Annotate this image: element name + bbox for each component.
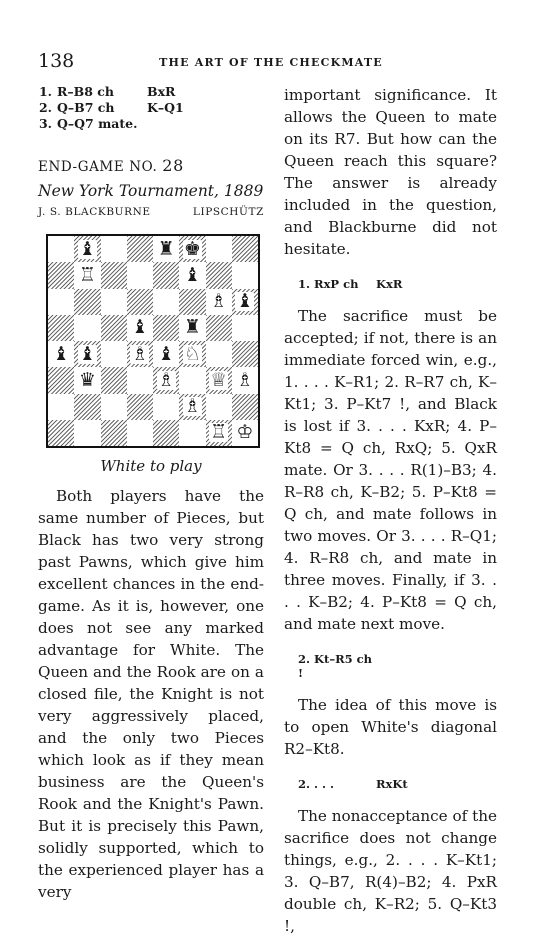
chess-piece: ♖ bbox=[78, 263, 96, 286]
board-square bbox=[179, 236, 205, 262]
board-square bbox=[101, 341, 127, 367]
endgame-heading bbox=[38, 156, 264, 175]
body-paragraph: The sacrifice must be accepted; if not, there is an immediate forced win, e.g., 1. . . . K–R1; 2. R–R7 ch, K–Kt1; 3. P–Kt7 !, and Black is lost if 3. . . . KxR; 4. P–Kt8 = Q ch, RxQ; 5. QxR mate. Or 3. . . . R(1)–B3; 4. R–R8 ch, K–B2; 5. P–Kt8 = Q ch, and mate follows in two moves. Or 3. . . . R–Q1; 4. R–R8 ch, and mate in three moves. Finally, if 3. . . . K–B2; 4. P–Kt8 = Q ch, and mate next move. bbox=[284, 307, 497, 633]
chess-piece: ♚ bbox=[183, 237, 201, 260]
board-square bbox=[179, 289, 205, 315]
white-move: 1. RxP ch bbox=[298, 277, 359, 291]
board-square bbox=[153, 367, 179, 393]
board-square bbox=[101, 262, 127, 288]
board-square bbox=[179, 394, 205, 420]
board-square bbox=[153, 341, 179, 367]
board-square bbox=[232, 341, 258, 367]
board-square bbox=[153, 420, 179, 446]
chess-piece: ♝ bbox=[183, 263, 201, 286]
board-square bbox=[127, 420, 153, 446]
chess-piece: ♗ bbox=[183, 395, 201, 418]
board-square bbox=[48, 394, 74, 420]
chess-piece: ♕ bbox=[210, 368, 228, 391]
left-column bbox=[38, 84, 264, 903]
board-square bbox=[206, 341, 232, 367]
black-move: RxKt bbox=[376, 777, 408, 791]
move-line bbox=[298, 777, 497, 791]
board-square bbox=[232, 367, 258, 393]
board-square bbox=[232, 420, 258, 446]
black-move: K–Q1 bbox=[147, 100, 184, 115]
board-square bbox=[206, 367, 232, 393]
chess-piece: ♗ bbox=[157, 368, 175, 391]
board-square bbox=[127, 236, 153, 262]
board-square bbox=[127, 341, 153, 367]
chess-piece: ♜ bbox=[157, 237, 175, 260]
move-row bbox=[38, 100, 264, 116]
body-paragraph: The idea of this move is to open White's diagonal R2–Kt8. bbox=[284, 696, 497, 758]
board-square bbox=[232, 289, 258, 315]
board-square bbox=[101, 289, 127, 315]
board-square bbox=[153, 262, 179, 288]
board-square bbox=[127, 262, 153, 288]
board-square bbox=[74, 367, 100, 393]
white-player: J. S. BLACKBURNE bbox=[38, 206, 151, 218]
chess-piece: ♘ bbox=[183, 342, 201, 365]
chess-board bbox=[46, 234, 260, 448]
board-square bbox=[101, 236, 127, 262]
board-square bbox=[179, 262, 205, 288]
board-square bbox=[101, 367, 127, 393]
chess-piece: ♝ bbox=[78, 342, 96, 365]
board-square bbox=[153, 394, 179, 420]
board-square bbox=[101, 394, 127, 420]
move-line bbox=[298, 652, 497, 680]
chess-piece: ♜ bbox=[183, 316, 201, 339]
board-square bbox=[206, 236, 232, 262]
board-square bbox=[74, 289, 100, 315]
move-line bbox=[298, 277, 497, 291]
chess-piece: ♝ bbox=[236, 290, 254, 313]
board-square bbox=[127, 367, 153, 393]
previous-moves bbox=[38, 84, 264, 132]
board-square bbox=[48, 262, 74, 288]
board-square bbox=[48, 236, 74, 262]
board-square bbox=[232, 262, 258, 288]
white-move: 2. Kt–R5 ch ! bbox=[298, 652, 372, 680]
white-move: Q–B7 ch bbox=[57, 100, 115, 115]
board-square bbox=[153, 289, 179, 315]
board-square bbox=[206, 315, 232, 341]
endgame-label: END-GAME NO. bbox=[38, 159, 158, 175]
board-square bbox=[127, 289, 153, 315]
board-square bbox=[74, 262, 100, 288]
board-square bbox=[127, 394, 153, 420]
body-paragraph: important significance. It allows the Queen to mate on its R7. But how can the Queen reach this square? The answer is already included in the question, and Blackburne did not hesitate. bbox=[284, 86, 497, 258]
board-square bbox=[232, 315, 258, 341]
white-move: R–B8 ch bbox=[57, 84, 114, 99]
chess-piece: ♗ bbox=[210, 290, 228, 313]
board-square bbox=[74, 341, 100, 367]
body-paragraph: The nonacceptance of the sacrifice does not change things, e.g., 2. . . . K–Kt1; 3. Q–B7, R(4)–B2; 4. PxR double ch, K–R2; 5. Q–Kt3 !, bbox=[284, 807, 497, 935]
board-square bbox=[206, 394, 232, 420]
board-square bbox=[179, 367, 205, 393]
board-square bbox=[48, 367, 74, 393]
board-square bbox=[153, 236, 179, 262]
board-square bbox=[48, 420, 74, 446]
black-move: KxR bbox=[376, 277, 403, 291]
board-square bbox=[74, 315, 100, 341]
move-row bbox=[38, 116, 264, 132]
right-column bbox=[284, 84, 497, 937]
endgame-number: 28 bbox=[162, 156, 184, 175]
board-square bbox=[206, 289, 232, 315]
move-number: 1. bbox=[38, 84, 52, 99]
chess-piece: ♔ bbox=[236, 421, 254, 444]
chess-piece: ♝ bbox=[78, 237, 96, 260]
board-square bbox=[74, 394, 100, 420]
board-square bbox=[179, 315, 205, 341]
chess-piece: ♛ bbox=[78, 368, 96, 391]
move-number: 2. bbox=[38, 100, 52, 115]
page-number: 138 bbox=[38, 50, 75, 72]
move-row bbox=[38, 84, 264, 100]
chess-piece: ♗ bbox=[236, 368, 254, 391]
board-square bbox=[101, 420, 127, 446]
black-player: LIPSCHÜTZ bbox=[192, 206, 264, 218]
board-square bbox=[232, 236, 258, 262]
chess-piece: ♝ bbox=[131, 316, 149, 339]
white-move: Q–Q7 mate. bbox=[57, 116, 138, 131]
board-square bbox=[206, 420, 232, 446]
chess-piece: ♖ bbox=[210, 421, 228, 444]
board-square bbox=[48, 289, 74, 315]
board-square bbox=[74, 236, 100, 262]
chess-piece: ♗ bbox=[131, 342, 149, 365]
tournament-title: New York Tournament, 1889 bbox=[38, 182, 264, 200]
white-move: 2. . . . bbox=[298, 777, 335, 791]
page-header bbox=[38, 50, 504, 72]
board-square bbox=[74, 420, 100, 446]
board-square bbox=[127, 315, 153, 341]
move-number: 3. bbox=[38, 116, 52, 131]
board-square bbox=[179, 420, 205, 446]
board-square bbox=[179, 341, 205, 367]
chess-piece: ♝ bbox=[52, 342, 70, 365]
board-square bbox=[232, 394, 258, 420]
chess-piece: ♝ bbox=[157, 342, 175, 365]
board-square bbox=[48, 315, 74, 341]
body-paragraph: Both players have the same number of Pieces, but Black has two very strong past Pawns, which give him excellent chances in the end-game. As it is, however, one does not see any marked advantage for White. The Queen and the Rook are on a closed file, the Knight is not very aggressively placed, and the only two Pieces which look as if they mean business are the Queen's Rook and the Knight's Pawn. But it is precisely this Pawn, solidly supported, which to the experienced player has a very bbox=[38, 487, 264, 901]
black-move: BxR bbox=[147, 84, 176, 99]
board-square bbox=[206, 262, 232, 288]
board-square bbox=[48, 341, 74, 367]
board-caption: White to play bbox=[100, 457, 202, 475]
board-square bbox=[101, 315, 127, 341]
players-line bbox=[38, 206, 264, 218]
board-square bbox=[153, 315, 179, 341]
running-head: THE ART OF THE CHECKMATE bbox=[159, 56, 383, 69]
